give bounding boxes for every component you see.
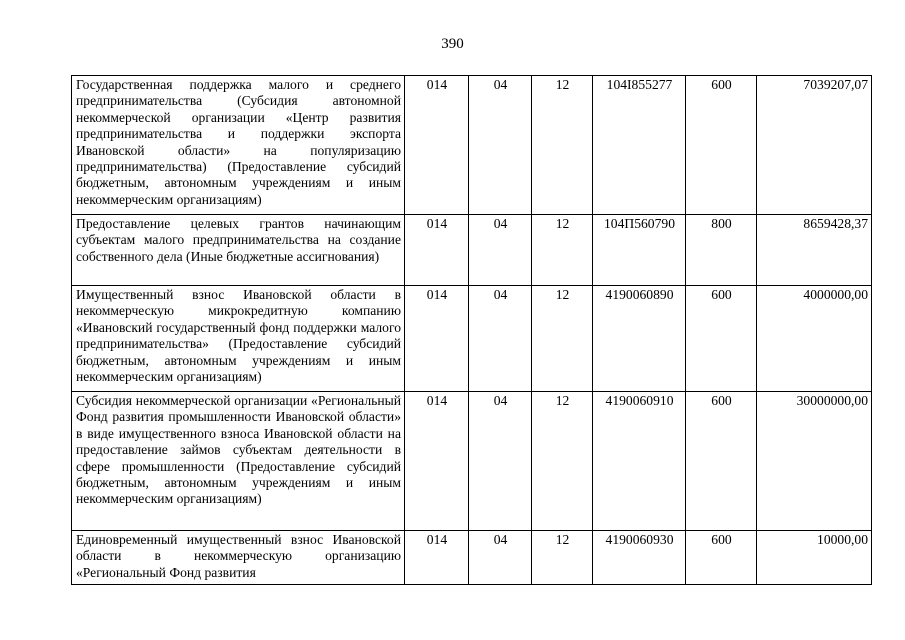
section-code: 04 (469, 392, 532, 531)
target-article-code: 104П560790 (593, 215, 686, 286)
expense-type-code: 600 (686, 286, 757, 392)
amount: 8659428,37 (757, 215, 872, 286)
subsection-code: 12 (532, 215, 593, 286)
section-code: 04 (469, 76, 532, 215)
ministry-code: 014 (405, 531, 469, 585)
amount: 7039207,07 (757, 76, 872, 215)
expense-type-code: 600 (686, 531, 757, 585)
subsection-code: 12 (532, 531, 593, 585)
expense-type-code: 600 (686, 392, 757, 531)
expense-description: Имущественный взнос Ивановской области в некоммерческую микрокредитную компанию «Ивановский государственный фонд поддержки малого предпринимательства» (Предоставление субсидий бюджетным, автономным учреждениям и иным некоммерческим организациям) (72, 286, 405, 392)
amount: 30000000,00 (757, 392, 872, 531)
target-article-code: 4190060930 (593, 531, 686, 585)
section-code: 04 (469, 531, 532, 585)
amount: 4000000,00 (757, 286, 872, 392)
target-article-code: 104I855277 (593, 76, 686, 215)
budget-table (71, 75, 872, 585)
subsection-code: 12 (532, 286, 593, 392)
table-row (72, 531, 872, 585)
table-row (72, 392, 872, 531)
amount: 10000,00 (757, 531, 872, 585)
subsection-code: 12 (532, 392, 593, 531)
subsection-code: 12 (532, 76, 593, 215)
expense-description: Предоставление целевых грантов начинающим субъектам малого предпринимательства на создание собственного дела (Иные бюджетные ассигнования) (72, 215, 405, 286)
ministry-code: 014 (405, 392, 469, 531)
target-article-code: 4190060910 (593, 392, 686, 531)
ministry-code: 014 (405, 76, 469, 215)
section-code: 04 (469, 286, 532, 392)
page-number: 390 (441, 36, 464, 52)
expense-description: Государственная поддержка малого и среднего предпринимательства (Субсидия автономной некоммерческой организации «Центр развития предпринимательства и поддержки экспорта Ивановской области» на популяризацию предпринимательства) (Предоставление субсидий бюджетным, автономным учреждениям и иным некоммерческим организациям) (72, 76, 405, 215)
expense-type-code: 800 (686, 215, 757, 286)
expense-type-code: 600 (686, 76, 757, 215)
table-row (72, 286, 872, 392)
ministry-code: 014 (405, 215, 469, 286)
ministry-code: 014 (405, 286, 469, 392)
table-row (72, 76, 872, 215)
expense-description: Единовременный имущественный взнос Ивановской области в некоммерческую организацию «Региональный Фонд развития (72, 531, 405, 585)
section-code: 04 (469, 215, 532, 286)
target-article-code: 4190060890 (593, 286, 686, 392)
expense-description: Субсидия некоммерческой организации «Региональный Фонд развития промышленности Ивановской области» в виде имущественного взноса Ивановской области на предоставление займов субъектам деятельности в сфере промышленности (Предоставление субсидий бюджетным, автономным учреждениям и иным некоммерческим организациям) (72, 392, 405, 531)
table-row (72, 215, 872, 286)
